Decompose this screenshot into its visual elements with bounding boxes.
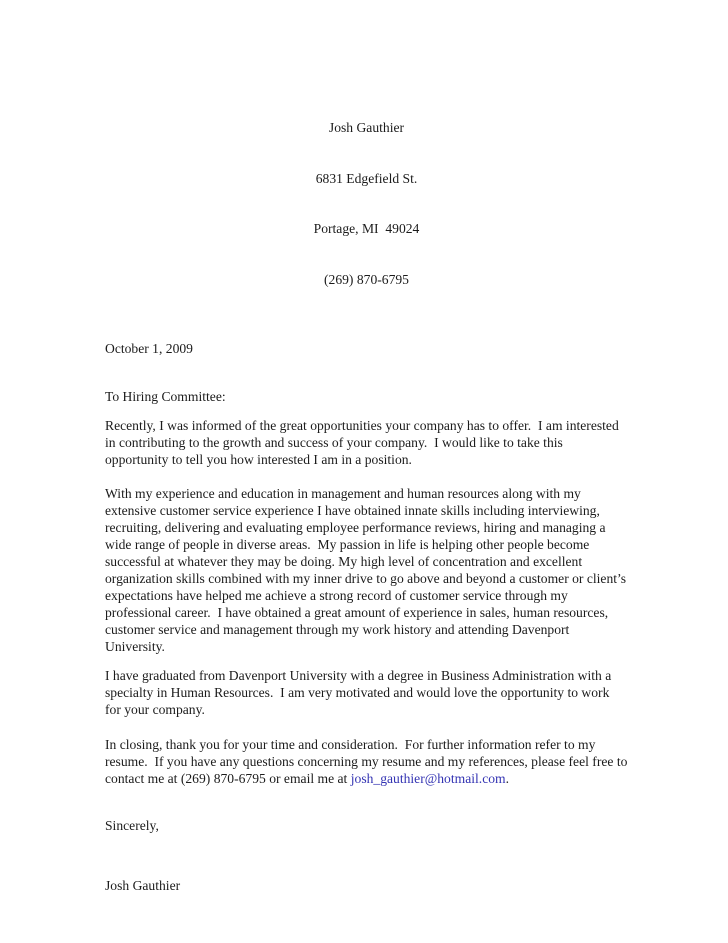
paragraph-experience: With my experience and education in management and human resources along with my extensive customer service experience I have obtained innate skills including interviewing, recruiting, delivering and evaluating employee performance reviews, hiring and managing a wide range of people in diverse areas. My passion in life is helping other people become successful at whatever they may be doing. My high level of concentration and excellent organization skills combined with my inner drive to go above and beyond a customer or client’s expectations have helped me achieve a strong record of customer service through my professional career. I have obtained a great amount of experience in sales, human resources, customer service and management through my work history and attending Davenport University. <box>105 486 630 654</box>
closing-text-before-email: In closing, thank you for your time and consideration. For further information refer to my resume. If you have any questions concerning my resume and my references, please feel free to contact me at (269) 870-6795 or email me at <box>105 737 631 786</box>
sender-phone: (269) 870-6795 <box>324 271 409 287</box>
email-link[interactable]: josh_gauthier@hotmail.com <box>350 771 506 786</box>
salutation: To Hiring Committee: <box>105 389 226 404</box>
sender-city-state-zip: Portage, MI 49024 <box>313 221 420 236</box>
signature-name: Josh Gauthier <box>105 878 181 893</box>
closing-text-after-email: . <box>505 771 510 786</box>
paragraph-intro: Recently, I was informed of the great opportunities your company has to offer. I am interested in contributing to the growth and success of your company. I would like to take this opportunity to tell you how interested I am in a position. <box>105 418 623 467</box>
paragraph-education: I have graduated from Davenport University with a degree in Business Administration with a specialty in Human Resources. I am very motivated and would love the opportunity to work for your company. <box>105 668 615 717</box>
sender-address-block <box>105 86 628 322</box>
sender-street: 6831 Edgefield St. <box>315 170 418 186</box>
sender-name: Josh Gauthier <box>328 120 405 135</box>
paragraph-closing <box>105 736 631 787</box>
valediction: Sincerely, <box>105 818 159 833</box>
letter-date: October 1, 2009 <box>105 341 193 356</box>
